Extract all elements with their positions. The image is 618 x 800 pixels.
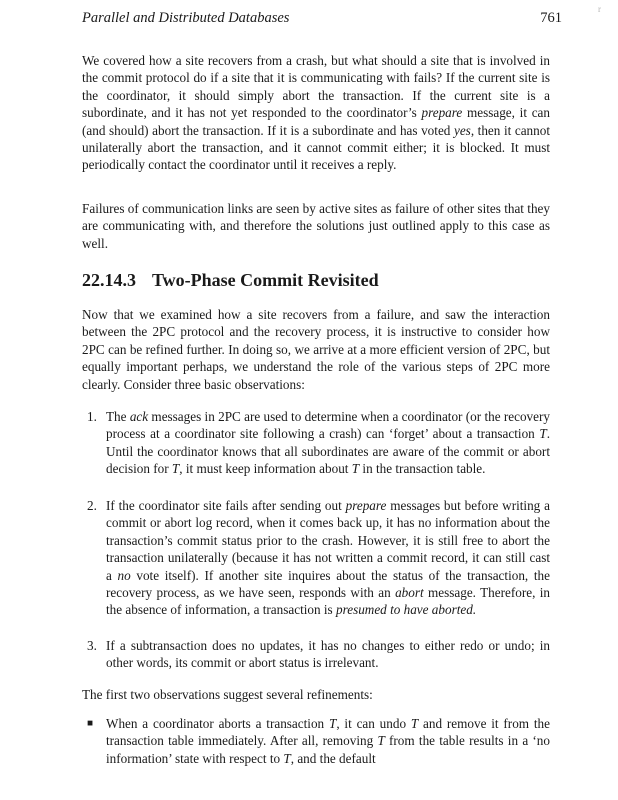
bullet-square-icon: ■ (87, 718, 94, 729)
paragraph-intro-2pc: Now that we examined how a site recovers from a failure, and saw the interaction between the 2PC protocol and the recovery process, it is instructive to consider how 2PC can be refined further. In doing so, we arrive at a more efficient version of 2PC, but equally important perhaps, we understand the role of the various steps of 2PC more clearly. Consider three basic observations: (82, 307, 550, 392)
page-header (82, 10, 562, 30)
paragraph-communication-links: Failures of communication links are seen by active sites as failure of other sites that they are communicating with, and therefore the solutions just outlined apply to this case as well. (82, 201, 550, 251)
list-item-text: If a subtransaction does no updates, it has no changes to either redo or undo; in other words, its commit or abort status is irrelevant. (106, 638, 550, 671)
paragraph-site-failure: We covered how a site recovers from a crash, but what should a site that is involved in the commit protocol do if a site that it is communicating with fails? If the current site is the coordinator, it should simply abort the transaction. If the current site is a subordinate, and it has not yet responded to the coordinator’s prepare message, it can (and should) abort the transaction. If it is a subordinate and has voted yes, then it cannot unilaterally abort the transaction, and it cannot commit either; it is blocked. It must periodically contact the coordinator until it receives a reply. (82, 53, 551, 173)
list-item-number: 2. (87, 498, 97, 513)
list-item-number: 1. (87, 409, 97, 424)
margin-mark: r (598, 4, 601, 14)
section-heading (82, 270, 379, 291)
section-number: 22.14.3 (82, 270, 136, 290)
section-title: Two-Phase Commit Revisited (152, 270, 379, 290)
list-item-number: 3. (87, 638, 97, 653)
list-item-text: The ack messages in 2PC are used to determine when a coordinator (or the recovery process at a coordinator site following a crash) can ‘forget’ about a transaction T. Until the coordinator knows that all subordinates are aware of the commit or abort decision for T, it must keep information about T in the transaction table. (106, 409, 550, 477)
page-number: 761 (540, 10, 562, 26)
paragraph-refinements: The first two observations suggest several refinements: (82, 687, 373, 702)
running-head: Parallel and Distributed Databases (82, 10, 290, 26)
list-item-text: If the coordinator site fails after sending out prepare messages but before writing a commit or abort log record, when it comes back up, it has no information about the transaction’s commit status prior to the crash. However, it is still free to abort the transaction unilaterally (because it has not written a commit record, it can still cast a no vote itself). If another site inquires about the status of the transaction, the recovery process, as we have seen, responds with an abort message. Therefore, in the absence of information, a transaction is presumed to have aborted. (106, 498, 551, 618)
bullet-text: When a coordinator aborts a transaction T, it can undo T and remove it from the transaction table immediately. After all, removing T from the table results in a ‘no information’ state with respect to T, and the default (106, 716, 550, 766)
